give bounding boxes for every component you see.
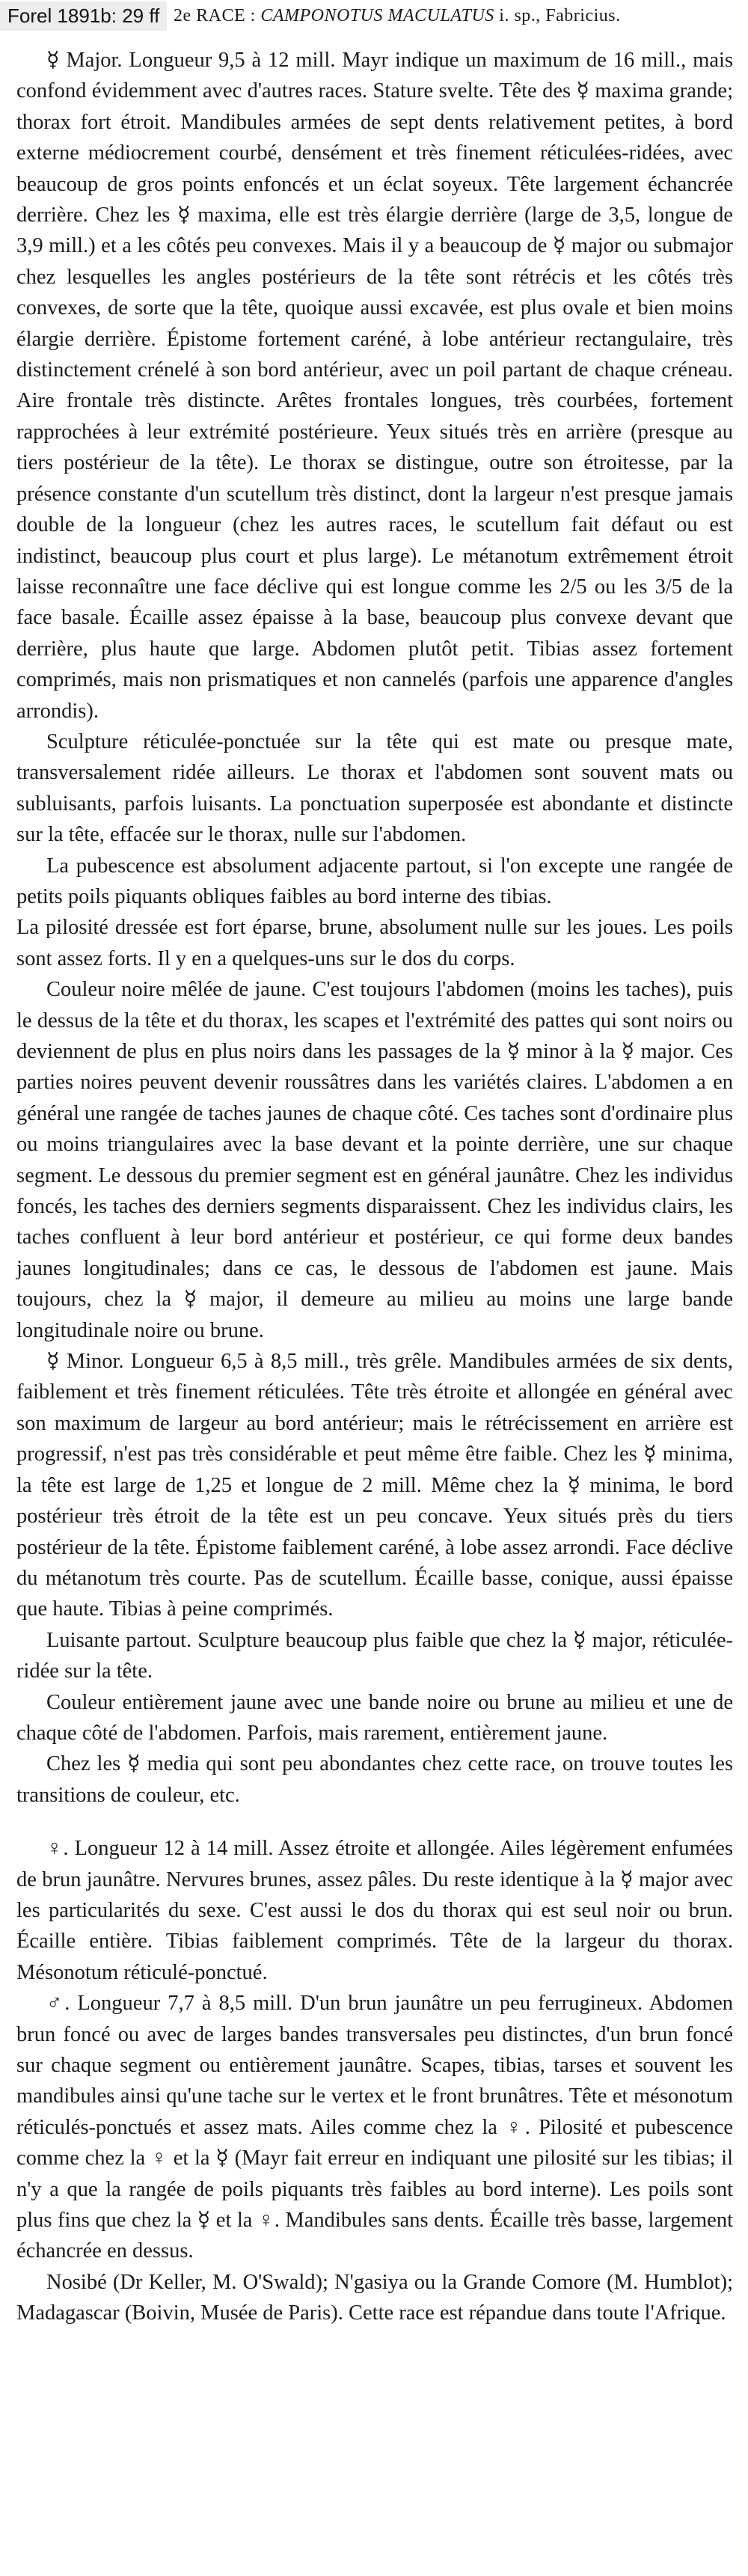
paragraph-sculpture: Sculpture réticulée-ponctuée sur la tête qui est mate ou presque mate, transversalement ridée ailleurs. Le thorax et l'abdomen sont souvent mats ou subluisants, parfois luisants. La ponctuation superposée est abondante et distincte sur la tête, effacée sur le thorax, nulle sur l'abdomen. [16, 729, 733, 847]
running-head-species: CAMPONOTUS MACULATUS [260, 6, 494, 25]
paragraph-coloration: Couleur noire mêlée de jaune. C'est toujours l'abdomen (moins les taches), puis le dessus de la tête et du thorax, les scapes et l'extrémité des pattes qui sont noirs ou deviennent de plus en plus noirs dans les passages de la ☿ minor à la ☿ major. Ces parties noires peuvent devenir roussâtres dans les variétés claires. L'abdomen a en général une rangée de taches jaunes de chaque côté. Ces taches sont d'ordinaire plus ou moins triangulaires avec la base devant et la pointe derrière, une sur chaque segment. Le dessous du premier segment est en général jaunâtre. Chez les individus foncés, les taches des derniers segments disparaissent. Chez les individus clairs, les taches confluent à leur bord antérieur et postérieur, ce qui forme deux bandes jaunes longitudinales; dans ce cas, le dessous de l'abdomen est jaune. Mais toujours, chez la ☿ major, il demeure au milieu au moins une large bande longitudinale noire ou brune. [16, 978, 733, 1342]
paragraph-localities: Nosibé (Dr Keller, M. O'Swald); N'gasiya ou la Grande Comore (M. Humblot); Madagascar (Boivin, Musée de Paris). Cette race est répandue dans toute l'Afrique. [16, 2270, 733, 2325]
paragraph-media: Chez les ☿ media qui sont peu abondantes chez cette race, on trouve toutes les transitions de couleur, etc. [16, 1752, 733, 1807]
paragraph-worker-major: ☿ Major. Longueur 9,5 à 12 mill. Mayr indique un maximum de 16 mill., mais confond évidemment avec d'autres races. Stature svelte. Tête des ☿ maxima grande; thorax fort étroit. Mandibules armées de sept dents relativement petites, à bord externe médiocrement courbé, densément et très finement réticulées-ridées, avec beaucoup de gros points enfoncés et un éclat soyeux. Tête largement échancrée derrière. Chez les ☿ maxima, elle est très élargie derrière (large de 3,5, longue de 3,9 mill.) et a les côtés peu convexes. Mais il y a beaucoup de ☿ major ou submajor chez lesquelles les angles postérieurs de la tête sont rétrécis et les côtés très convexes, de sorte que la tête, quoique aussi excavée, est plus ovale et bien moins élargie derrière. Épistome fortement caréné, à lobe antérieur rectangulaire, très distinctement crénelé à son bord antérieur, avec un poil partant de chaque créneau. Aire frontale très distincte. Arêtes frontales longues, très courbées, fortement rapprochées à leur extrémité postérieure. Yeux situés très en arrière (presque au tiers postérieur de la tête). Le thorax se distingue, outre son étroitesse, par la présence constante d'un scutellum très distinct, dont la largeur n'est presque jamais double de la longueur (chez les autres races, le scutellum fait défaut ou est indistinct, beaucoup plus court et plus large). Le métanotum extrêmement étroit laisse reconnaître une face déclive qui est longue comme les 2/5 ou les 3/5 de la face basale. Écaille assez épaisse à la base, beaucoup plus convexe devant que derrière, plus haute que large. Abdomen plutôt petit. Tibias assez fortement comprimés, mais non prismatiques et non cannelés (parfois une apparence d'angles arrondis). [16, 49, 733, 723]
paragraph-pilosity: La pilosité dressée est fort éparse, brune, absolument nulle sur les joues. Les poils sont assez forts. Il y en a quelques-uns sur le dos du corps. [16, 916, 733, 970]
paragraph-male: ♂. Longueur 7,7 à 8,5 mill. D'un brun jaunâtre un peu ferrugineux. Abdomen brun foncé ou avec de larges bandes transversales peu distinctes, d'un brun foncé sur chaque segment ou entièrement jaunâtre. Scapes, tibias, tarses et souvent les mandibules ainsi qu'une tache sur le vertex et le front brunâtres. Tête et mésonotum réticulés-ponctués et assez mats. Ailes comme chez la ♀. Pilosité et pubescence comme chez la ♀ et la ☿ (Mayr fait erreur en indiquant une pilosité sur les tibias; il n'y a que la rangée de poils piquants très faibles au bord interne). Les poils sont plus fins que chez la ☿ et la ♀. Mandibules sans dents. Écaille très basse, largement échancrée en dessus. [16, 1992, 733, 2263]
running-head-suffix: i. sp., Fabricius. [494, 6, 621, 25]
paragraph-minor-sculpture: Luisante partout. Sculpture beaucoup plus faible que chez la ☿ major, réticulée-ridée sur la tête. [16, 1628, 733, 1683]
running-head [174, 6, 621, 26]
paragraph-worker-minor: ☿ Minor. Longueur 6,5 à 8,5 mill., très grêle. Mandibules armées de six dents, faiblement et très finement réticulées. Tête très étroite et allongée en général avec son maximum de largeur au bord antérieur; mais le rétrécissement en arrière est progressif, n'est pas très considérable et peut même être faible. Chez les ☿ minima, la tête est large de 1,25 et longue de 2 mill. Même chez la ☿ minima, le bord postérieur très étroit de la tête est un peu concave. Yeux situés près du tiers postérieur de la tête. Épistome faiblement caréné, à lobe assez arrondi. Face déclive du métanotum très courte. Pas de scutellum. Écaille basse, conique, aussi épaisse que haute. Tibias à peine comprimés. [16, 1350, 733, 1621]
page-header [0, 0, 748, 31]
paragraph-minor-color: Couleur entièrement jaune avec une bande noire ou brune au milieu et une de chaque côté de l'abdomen. Parfois, mais rarement, entièrement jaune. [16, 1690, 733, 1745]
paragraph-female: ♀. Longueur 12 à 14 mill. Assez étroite et allongée. Ailes légèrement enfumées de brun jaunâtre. Nervures brunes, assez pâles. Du reste identique à la ☿ major avec les particularités du sexe. C'est aussi le dos du thorax qui est seul noir ou brun. Écaille entière. Tibias faiblement comprimés. Tête de la largeur du thorax. Mésonotum réticulé-ponctué. [16, 1837, 733, 1984]
folio-label: Forel 1891b: 29 ff [0, 1, 167, 31]
text-body [16, 45, 733, 2329]
running-head-prefix: 2e RACE : [174, 6, 261, 25]
paragraph-pubescence: La pubescence est absolument adjacente partout, si l'on excepte une rangée de petits poils piquants obliques faibles au bord interne des tibias. [16, 854, 733, 908]
